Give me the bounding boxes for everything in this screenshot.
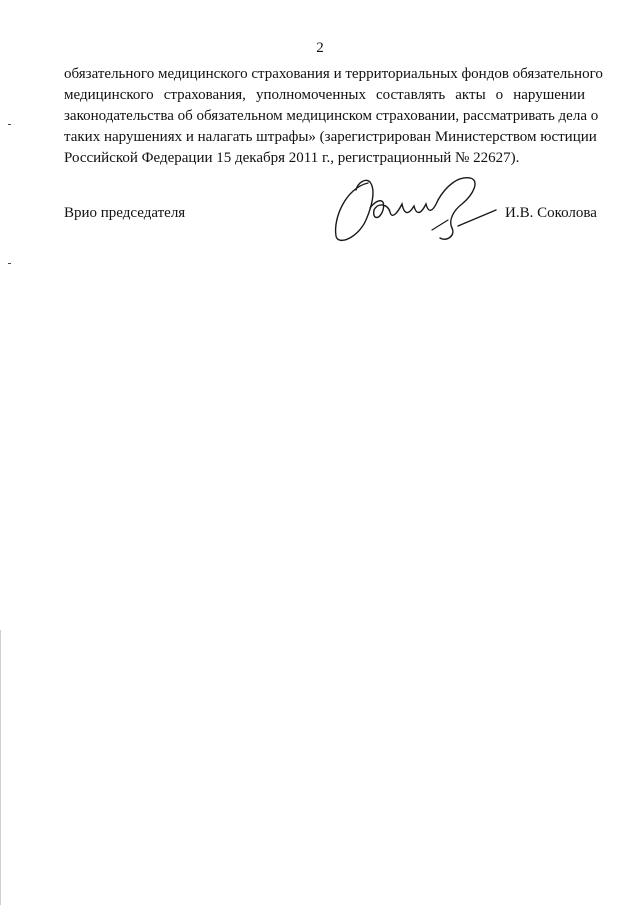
body-paragraph: [64, 64, 603, 169]
signatory-name: И.В. Соколова: [505, 205, 597, 221]
handwritten-signature: [328, 168, 498, 248]
page-number: 2: [316, 40, 324, 56]
paragraph-line: Российской Федерации 15 декабря 2011 г., регистрационный № 22627).: [64, 150, 520, 166]
scan-margin-mark: [8, 124, 11, 125]
paragraph-line: медицинского страхования, уполномоченных составлять акты о нарушении: [64, 87, 585, 103]
paragraph-line: законодательства об обязательном медицинском страховании, рассматривать дела о: [64, 108, 599, 124]
scan-edge-line: [0, 630, 1, 905]
paragraph-line: обязательного медицинского страхования и территориальных фондов обязательного: [64, 66, 603, 82]
scan-margin-mark: [8, 263, 11, 264]
signatory-role: Врио председателя: [64, 205, 186, 221]
paragraph-line: таких нарушениях и налагать штрафы» (зарегистрирован Министерством юстиции: [64, 129, 597, 145]
